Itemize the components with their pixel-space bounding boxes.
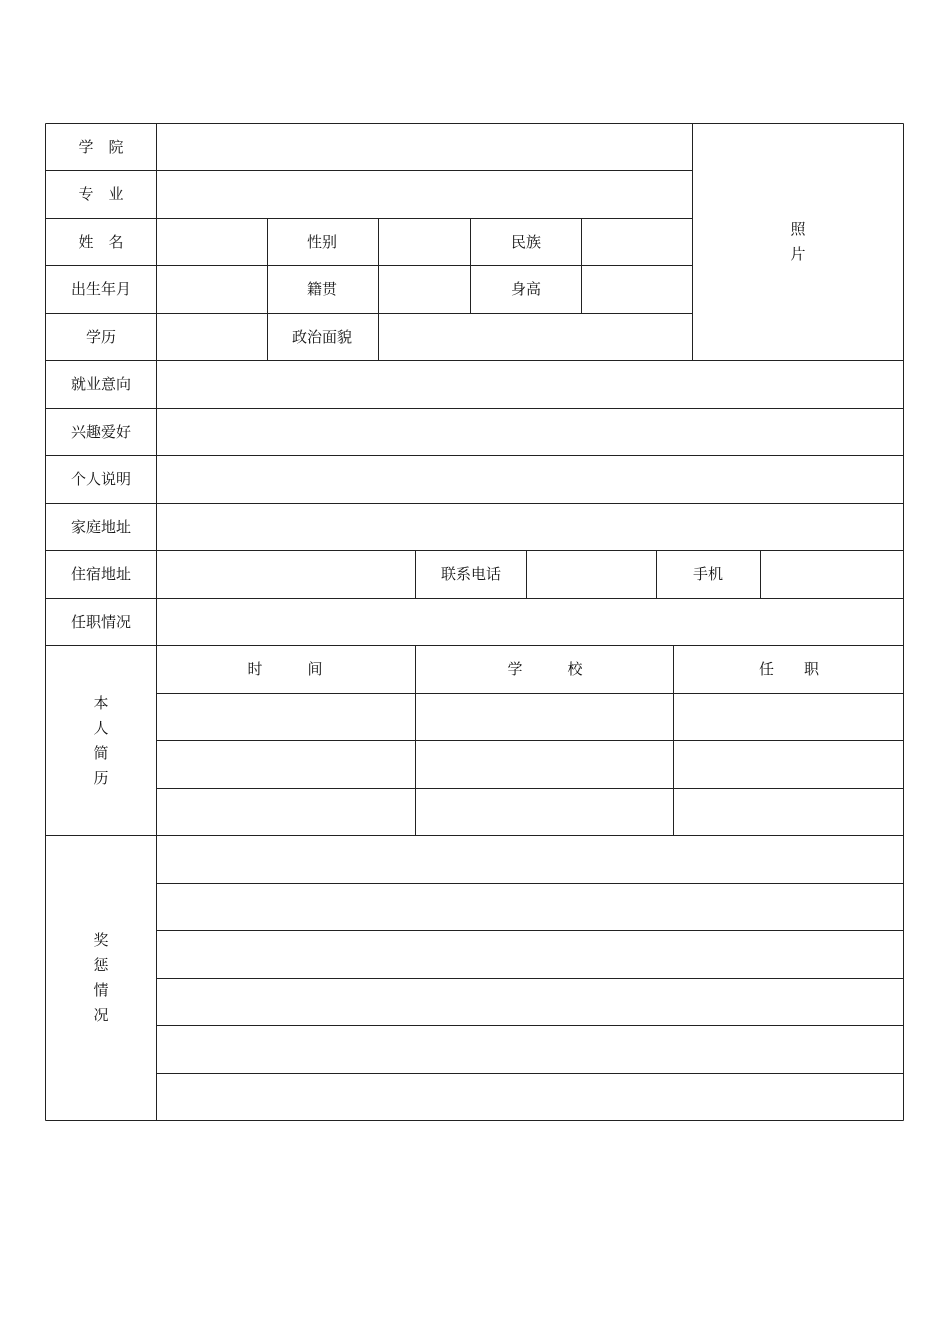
awards-char-3: 情 — [93, 981, 109, 999]
label-contact-phone: 联系电话 — [440, 565, 502, 583]
award-row-5[interactable] — [157, 1026, 903, 1072]
label-resume — [91, 691, 111, 791]
home-address-field[interactable] — [157, 504, 903, 550]
photo-char-1: 照 — [790, 220, 806, 238]
name-field[interactable] — [157, 219, 266, 265]
award-row-6[interactable] — [157, 1074, 903, 1120]
award-row-4[interactable] — [157, 979, 903, 1025]
resume-header-school: 学 校 — [507, 660, 583, 678]
mobile-field[interactable] — [761, 551, 903, 597]
positions-held-field[interactable] — [157, 599, 903, 645]
label-mobile: 手机 — [692, 565, 724, 583]
dorm-address-field[interactable] — [157, 551, 414, 597]
education-field[interactable] — [157, 314, 266, 360]
resume-school-3[interactable] — [416, 789, 672, 835]
resume-school-1[interactable] — [416, 694, 672, 740]
resume-position-3[interactable] — [674, 789, 903, 835]
personal-statement-field[interactable] — [157, 456, 903, 502]
label-native-place: 籍贯 — [306, 280, 338, 298]
label-height: 身高 — [510, 280, 542, 298]
resume-time-2[interactable] — [157, 741, 414, 787]
label-dorm-address: 住宿地址 — [70, 565, 132, 583]
resume-school-2[interactable] — [416, 741, 672, 787]
awards-char-2: 惩 — [93, 956, 109, 974]
hobbies-field[interactable] — [157, 409, 903, 455]
label-awards — [91, 928, 111, 1028]
job-intention-field[interactable] — [157, 361, 903, 407]
native-place-field[interactable] — [379, 266, 469, 312]
ethnicity-field[interactable] — [582, 219, 691, 265]
label-home-address: 家庭地址 — [70, 518, 132, 536]
award-row-2[interactable] — [157, 884, 903, 930]
label-birth: 出生年月 — [70, 280, 132, 298]
resume-time-3[interactable] — [157, 789, 414, 835]
gender-field[interactable] — [379, 219, 469, 265]
photo-char-2: 片 — [790, 245, 806, 263]
height-field[interactable] — [582, 266, 691, 312]
label-political-status: 政治面貌 — [291, 328, 353, 346]
political-status-field[interactable] — [379, 314, 691, 360]
photo-placeholder[interactable] — [788, 217, 808, 267]
label-personal-statement: 个人说明 — [70, 470, 132, 488]
label-hobbies: 兴趣爱好 — [70, 423, 132, 441]
major-field[interactable] — [157, 171, 691, 217]
awards-char-4: 况 — [93, 1006, 109, 1024]
label-gender: 性别 — [306, 233, 338, 251]
award-row-3[interactable] — [157, 931, 903, 977]
resume-char-2: 人 — [93, 719, 109, 737]
resume-header-time: 时 间 — [247, 660, 323, 678]
resume-form-table — [45, 123, 904, 1121]
resume-char-4: 历 — [93, 769, 109, 787]
resume-time-1[interactable] — [157, 694, 414, 740]
resume-position-2[interactable] — [674, 741, 903, 787]
college-field[interactable] — [157, 124, 691, 170]
resume-position-1[interactable] — [674, 694, 903, 740]
label-name: 姓 名 — [78, 233, 124, 251]
birth-field[interactable] — [157, 266, 266, 312]
label-college: 学 院 — [78, 138, 124, 156]
label-positions-held: 任职情况 — [70, 613, 132, 631]
awards-char-1: 奖 — [93, 931, 109, 949]
resume-char-3: 简 — [93, 744, 109, 762]
resume-char-1: 本 — [93, 694, 109, 712]
award-row-1[interactable] — [157, 836, 903, 882]
contact-phone-field[interactable] — [527, 551, 655, 597]
resume-header-position: 任 职 — [758, 660, 820, 678]
label-ethnicity: 民族 — [510, 233, 542, 251]
label-job-intention: 就业意向 — [70, 375, 132, 393]
label-education: 学历 — [85, 328, 117, 346]
label-major: 专 业 — [78, 185, 124, 203]
